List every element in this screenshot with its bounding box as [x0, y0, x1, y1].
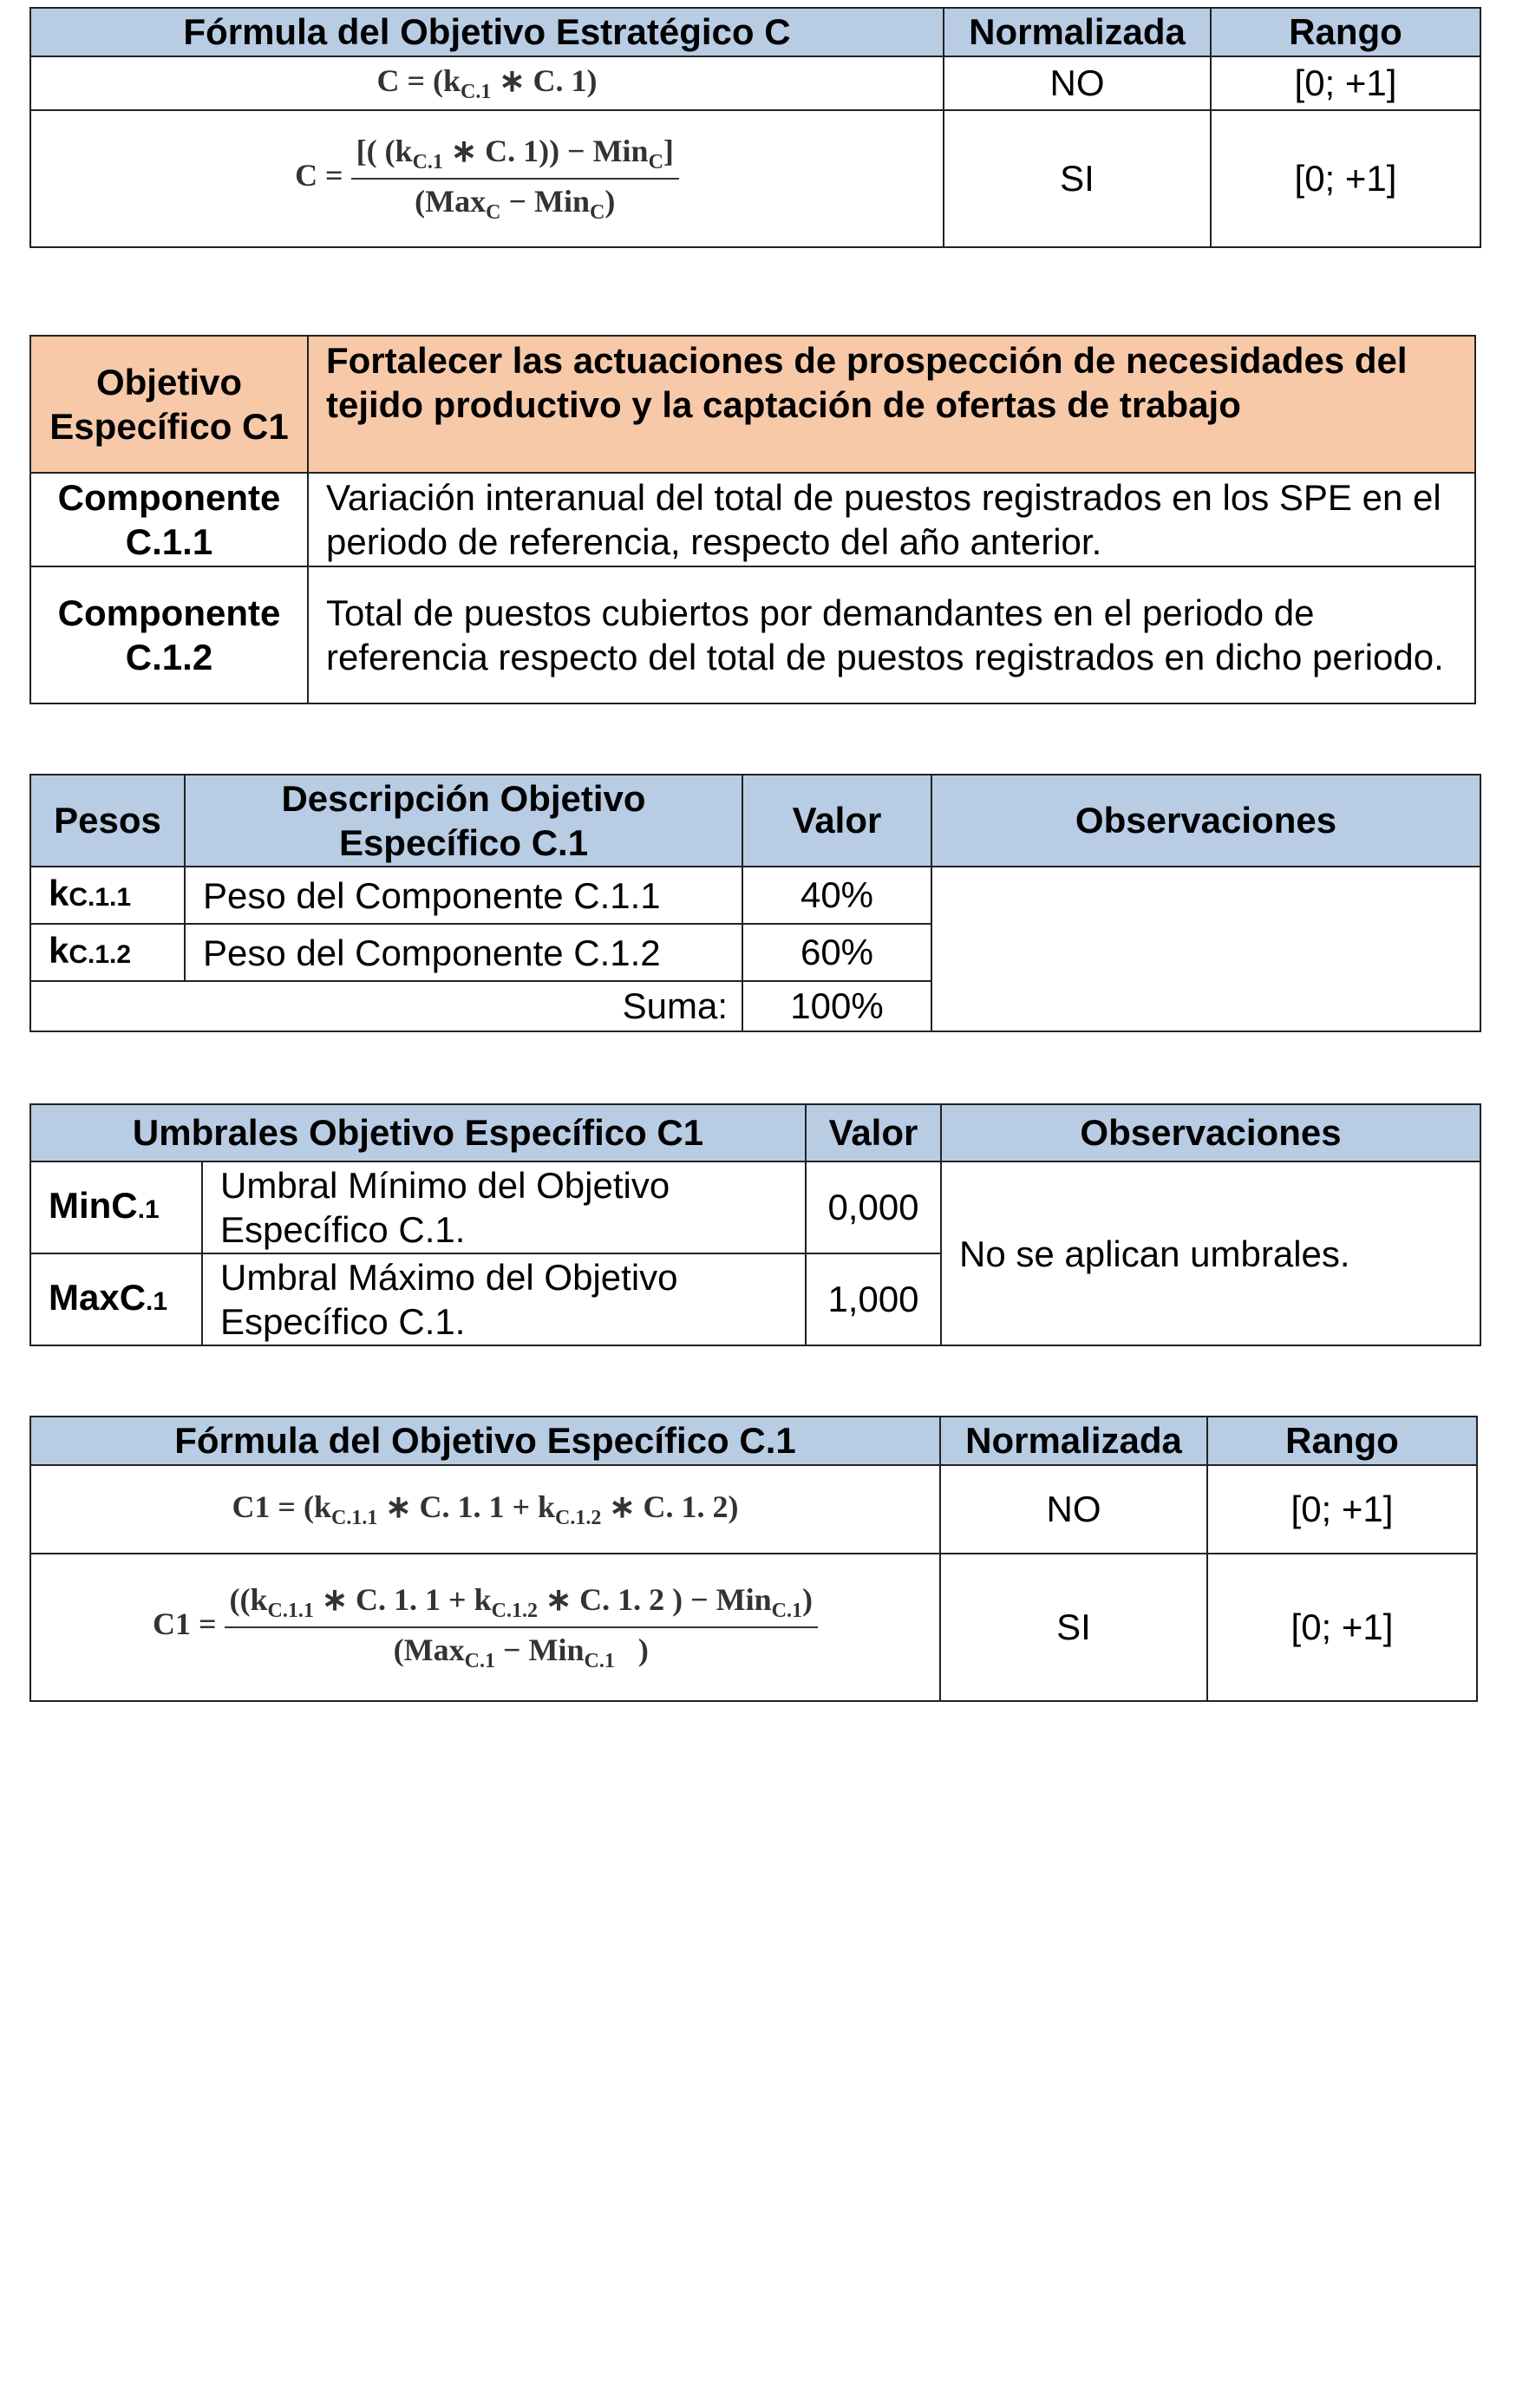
weight-label: kC.1.2 [30, 924, 185, 981]
value-column-header: Valor [742, 775, 931, 867]
formula-column-header: Fórmula del Objetivo Estratégico C [30, 8, 944, 56]
weight-description: Peso del Componente C.1.2 [185, 924, 742, 981]
formula-c1-plain: $C1 = (k_{C.1.1}$ ∗ C. 1. $1 + k_{C.1.2}$ ∗ C. 1. 2) [232, 1489, 739, 1530]
objective-description: Fortalecer las actuaciones de prospección de necesidades del tejido productivo y la captación de ofertas de trabajo [308, 336, 1475, 473]
range-column-header: Rango [1207, 1417, 1477, 1465]
weight-value: 60% [742, 924, 931, 981]
specific-objective-table [29, 335, 1476, 704]
normalized-column-header: Normalizada [944, 8, 1211, 56]
formula-cell [30, 1465, 940, 1554]
component-description: Variación interanual del total de puestos registrados en los SPE en el periodo de referencia, respecto del año anterior. [308, 473, 1475, 566]
component-label: Componente C.1.2 [30, 566, 308, 703]
weight-label: kC.1.1 [30, 867, 185, 924]
formula-c-plain: $C = (k_{C.1}$ ∗ C. 1) [376, 62, 598, 104]
threshold-label: MaxC.1 [30, 1253, 202, 1345]
description-column-header: Descripción Objetivo Específico C.1 [185, 775, 742, 867]
thresholds-column-header: Umbrales Objetivo Específico C1 [30, 1104, 806, 1161]
thresholds-table [29, 1103, 1481, 1346]
thresholds-observation: No se aplican umbrales. [941, 1161, 1480, 1345]
threshold-value: 0,000 [806, 1161, 941, 1253]
observations-column-header: Observaciones [931, 775, 1480, 867]
objective-label: Objetivo Específico C1 [30, 336, 308, 473]
formula-c-normalized: C = $\frac{[( (k_{C.1} ∗ C. 1)) - Min_C]}{(Max_C - Min_C)}$ [295, 158, 679, 193]
threshold-description: Umbral Máximo del Objetivo Específico C.1. [202, 1253, 806, 1345]
weight-description: Peso del Componente C.1.1 [185, 867, 742, 924]
threshold-value: 1,000 [806, 1253, 941, 1345]
formula-column-header: Fórmula del Objetivo Específico C.1 [30, 1417, 940, 1465]
value-column-header: Valor [806, 1104, 941, 1161]
observations-cell [931, 867, 1480, 1031]
sum-value: 100% [742, 981, 931, 1031]
range-value: [0; +1] [1207, 1465, 1477, 1554]
observations-column-header: Observaciones [941, 1104, 1480, 1161]
range-value: [0; +1] [1207, 1554, 1477, 1701]
formula-cell [30, 56, 944, 110]
normalized-value: SI [944, 110, 1211, 247]
threshold-label: MinC.1 [30, 1161, 202, 1253]
formula-c1-normalized: C1 = $\frac{((k_{C.1.1} ∗ C. 1. 1 + k_{C.1.2} ∗ C. 1. 2 ) - Min_{C.1})}{(Max_{C.1} - Min_{C.1} )}$ [153, 1606, 818, 1641]
weights-table [29, 774, 1481, 1032]
weight-value: 40% [742, 867, 931, 924]
normalized-column-header: Normalizada [940, 1417, 1207, 1465]
range-value: [0; +1] [1211, 56, 1480, 110]
normalized-value: NO [944, 56, 1211, 110]
normalized-value: SI [940, 1554, 1207, 1701]
threshold-description: Umbral Mínimo del Objetivo Específico C.1. [202, 1161, 806, 1253]
strategic-formula-table [29, 7, 1481, 248]
specific-formula-table [29, 1416, 1478, 1702]
sum-label: Suma: [30, 981, 742, 1031]
weights-column-header: Pesos [30, 775, 185, 867]
range-column-header: Rango [1211, 8, 1480, 56]
range-value: [0; +1] [1211, 110, 1480, 247]
normalized-value: NO [940, 1465, 1207, 1554]
formula-cell [30, 1554, 940, 1701]
formula-cell [30, 110, 944, 247]
component-description: Total de puestos cubiertos por demandantes en el periodo de referencia respecto del total de puestos registrados en dicho periodo. [308, 566, 1475, 703]
component-label: Componente C.1.1 [30, 473, 308, 566]
